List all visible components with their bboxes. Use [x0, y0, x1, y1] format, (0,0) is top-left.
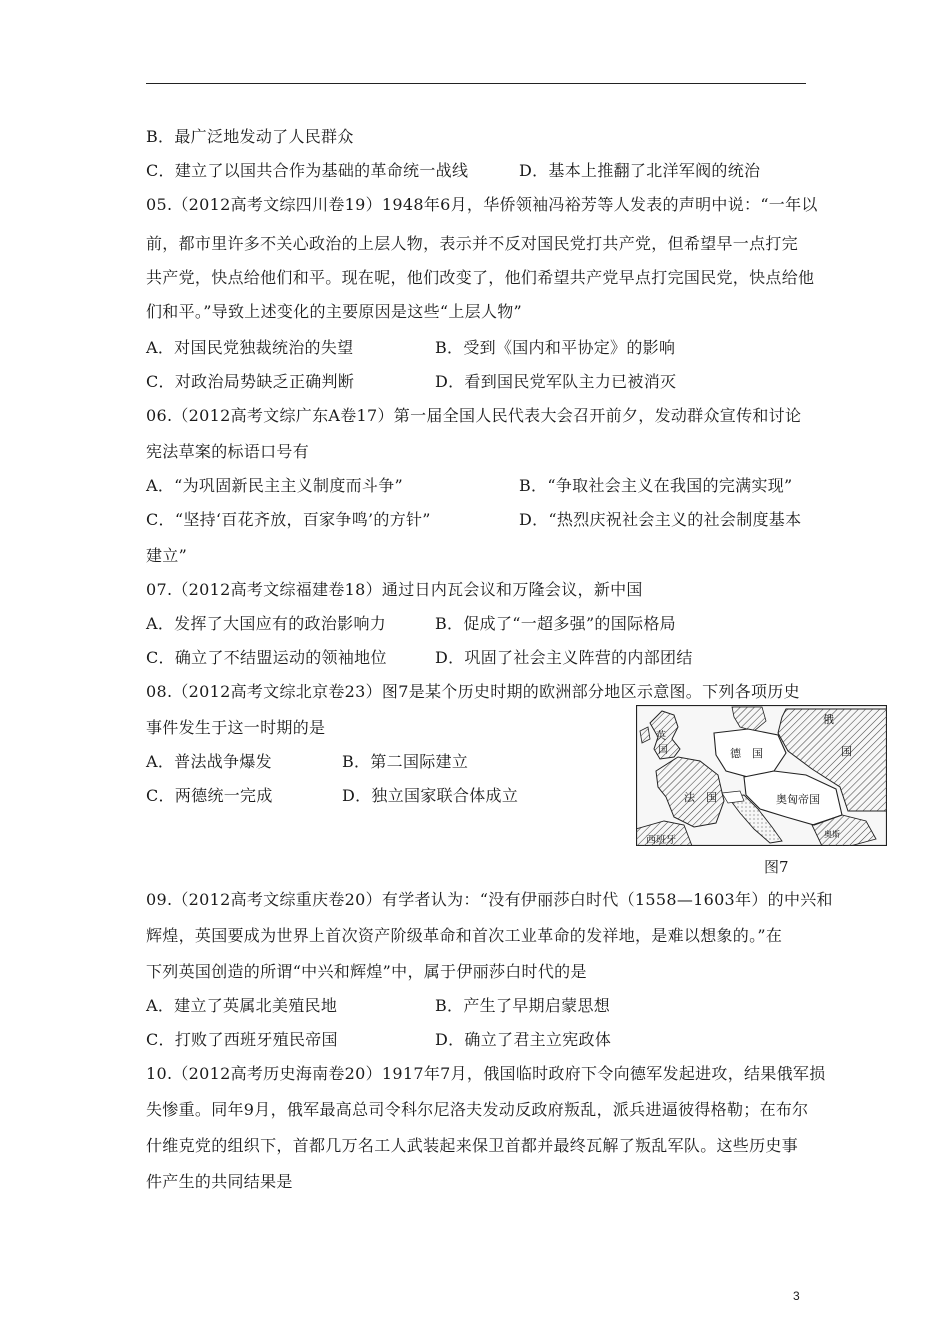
q08-option-b: B．第二国际建立	[342, 752, 469, 771]
q07-stem: 07.（2012高考文综福建卷18）通过日内瓦会议和万隆会议，新中国	[146, 580, 643, 599]
map-label-britain-2: 国	[658, 745, 668, 756]
q07-option-a: A．发挥了大国应有的政治影响力	[146, 614, 387, 633]
map-label-spain: 西班牙	[646, 835, 676, 846]
q08-option-c: C．两德统一完成	[146, 786, 273, 805]
q08-option-d: D．独立国家联合体成立	[342, 786, 519, 805]
map-label-britain-1: 英	[656, 731, 666, 742]
q07-option-b: B．促成了“一超多强”的国际格局	[435, 614, 676, 633]
q06-stem-line: 宪法草案的标语口号有	[146, 442, 310, 461]
q07-option-d: D．巩固了社会主义阵营的内部团结	[435, 648, 693, 667]
q05-stem-line: 前，都市里许多不关心政治的上层人物，表示并不反对国民党打共产党，但希望早一点打完	[146, 234, 799, 253]
map-label-austria-hungary: 奥匈帝国	[776, 793, 820, 806]
q10-stem-line: 10.（2012高考历史海南卷20）1917年7月，俄国临时政府下令向德军发起进攻，结果俄军损	[146, 1064, 826, 1083]
q04-option-d: D．基本上推翻了北洋军阀的统治	[519, 161, 761, 180]
q05-option-d: D．看到国民党军队主力已被消灭	[435, 372, 677, 391]
q04-option-b: B．最广泛地发动了人民群众	[146, 127, 354, 146]
europe-map-figure	[636, 705, 887, 846]
map-label-russia-2: 国	[841, 745, 852, 758]
q09-stem-line: 下列英国创造的所谓“中兴和辉煌”中，属于伊丽莎白时代的是	[146, 962, 587, 981]
figure-caption: 图7	[764, 858, 789, 876]
q05-stem-line: 共产党，快点给他们和平。现在呢，他们改变了，他们希望共产党早点打完国民党，快点给他	[146, 268, 815, 287]
q09-option-c: C．打败了西班牙殖民帝国	[146, 1030, 338, 1049]
q05-stem-line: 05.（2012高考文综四川卷19）1948年6月，华侨领袖冯裕芳等人发表的声明中说：“一年以	[146, 195, 818, 214]
page-number: 3	[793, 1289, 800, 1303]
q05-stem-line: 们和平。”导致上述变化的主要原因是这些“上层人物”	[146, 302, 523, 321]
q08-stem-line: 08.（2012高考文综北京卷23）图7是某个历史时期的欧洲部分地区示意图。下列各项历史	[146, 682, 800, 701]
q09-option-a: A．建立了英属北美殖民地	[146, 996, 338, 1015]
q06-option-a: A．“为巩固新民主主义制度而斗争”	[146, 476, 404, 495]
q04-option-c: C．建立了以国共合作为基础的革命统一战线	[146, 161, 469, 180]
q06-stem-line: 06.（2012高考文综广东A卷17）第一届全国人民代表大会召开前夕，发动群众宣传和讨论	[146, 406, 802, 425]
q09-stem-line: 09.（2012高考文综重庆卷20）有学者认为：“没有伊丽莎白时代（1558—1603年）的中兴和	[146, 890, 833, 909]
q06-option-b: B．“争取社会主义在我国的完满实现”	[519, 476, 793, 495]
q06-option-c: C．“坚持‘百花齐放，百家争鸣’的方针”	[146, 510, 431, 529]
q10-stem-line: 什维克党的组织下，首都几万名工人武装起来保卫首都并最终瓦解了叛乱军队。这些历史事	[146, 1136, 799, 1155]
q09-stem-line: 辉煌，英国要成为世界上首次资产阶级革命和首次工业革命的发祥地，是难以想象的。”在	[146, 926, 783, 945]
map-label-germany: 德 国	[730, 747, 763, 760]
map-label-ottoman: 奥斯	[824, 830, 840, 839]
q06-option-d: D．“热烈庆祝社会主义的社会制度基本	[519, 510, 802, 529]
header-rule	[146, 83, 806, 84]
q05-option-b: B．受到《国内和平协定》的影响	[435, 338, 676, 357]
map-label-france: 法 国	[684, 791, 717, 804]
q06-option-d-continued: 建立”	[146, 546, 188, 565]
q09-option-d: D．确立了君主立宪政体	[435, 1030, 612, 1049]
q08-stem-line: 事件发生于这一时期的是	[146, 718, 326, 737]
q09-option-b: B．产生了早期启蒙思想	[435, 996, 611, 1015]
q08-option-a: A．普法战争爆发	[146, 752, 272, 771]
q10-stem-line: 失惨重。同年9月，俄军最高总司令科尔尼洛夫发动反政府叛乱，派兵进逼彼得格勒；在布尔	[146, 1100, 809, 1119]
q10-stem-line: 件产生的共同结果是	[146, 1172, 293, 1191]
q05-option-a: A．对国民党独裁统治的失望	[146, 338, 354, 357]
q07-option-c: C．确立了不结盟运动的领袖地位	[146, 648, 387, 667]
map-label-russia-1: 俄	[823, 713, 834, 726]
q05-option-c: C．对政治局势缺乏正确判断	[146, 372, 355, 391]
